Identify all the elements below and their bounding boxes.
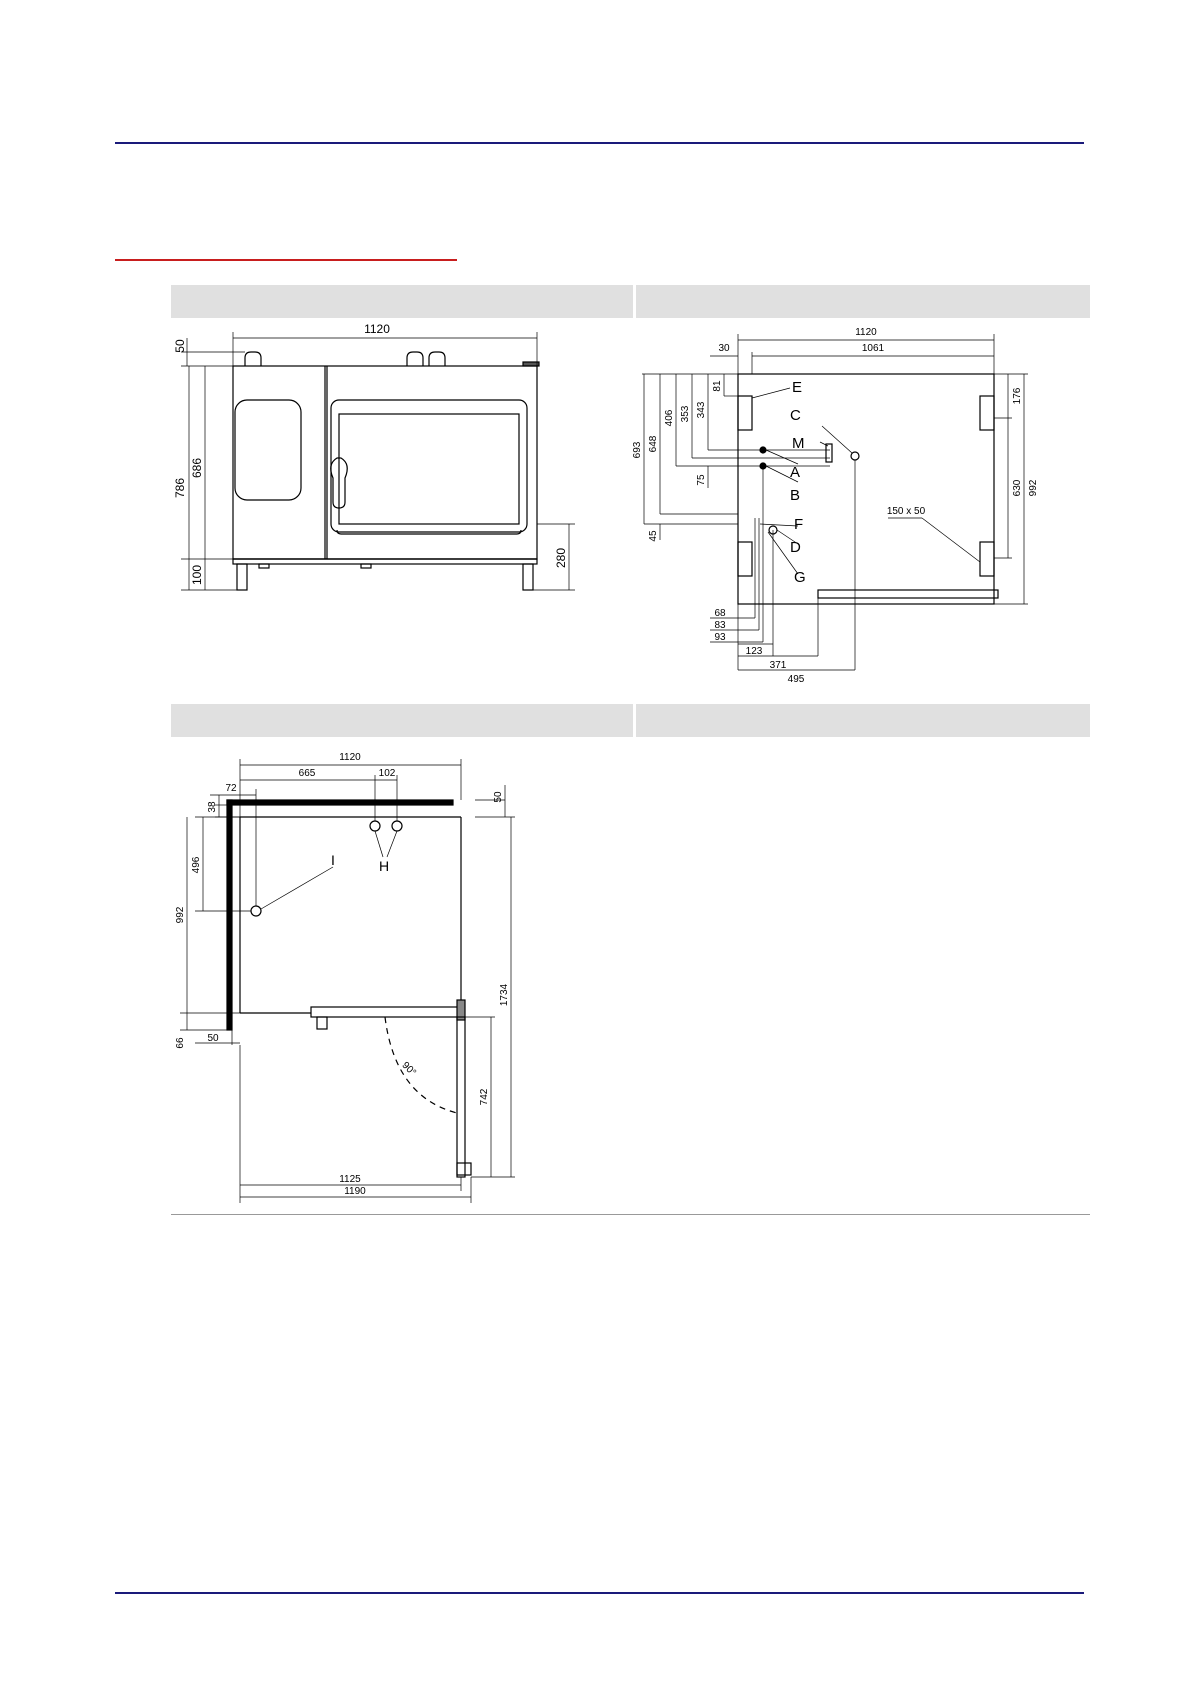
side-665-dim: 665: [298, 768, 316, 779]
top-view-drawing: [630, 318, 1050, 703]
footer-rule: [115, 1592, 1084, 1594]
top-353-dim: 353: [680, 405, 691, 423]
top-123-dim: 123: [745, 646, 763, 657]
top-693-dim: 693: [632, 441, 643, 459]
top-343-dim: 343: [696, 401, 707, 419]
front-leg-height-dim: 100: [190, 564, 204, 586]
side-102-dim: 102: [378, 768, 396, 779]
side-angle-dim: 90°: [399, 1059, 419, 1079]
label-a: A: [790, 464, 801, 481]
label-h: H: [379, 858, 390, 874]
top-992-dim: 992: [1028, 479, 1039, 497]
label-m: M: [792, 435, 805, 452]
top-75-dim: 75: [696, 474, 707, 486]
label-e: E: [792, 379, 803, 396]
side-66-dim: 66: [175, 1037, 186, 1049]
front-door-height-dim: 280: [554, 547, 568, 569]
top-406-dim: 406: [664, 409, 675, 427]
table-bottom-rule: [171, 1214, 1090, 1215]
side-496-dim: 496: [191, 856, 202, 874]
label-g: G: [794, 569, 806, 586]
side-50-bottom-dim: 50: [207, 1033, 219, 1044]
label-d: D: [790, 539, 801, 556]
top-371-dim: 371: [769, 660, 787, 671]
top-648-dim: 648: [648, 435, 659, 453]
side-width-dim: 1120: [339, 752, 361, 763]
side-50-top-dim: 50: [493, 791, 504, 803]
side-742-dim: 742: [479, 1088, 490, 1106]
table-header-row-2: [171, 704, 1090, 737]
top-83-dim: 83: [714, 620, 726, 631]
label-i: I: [331, 852, 335, 868]
top-81-dim: 81: [712, 380, 723, 392]
top-630-dim: 630: [1012, 479, 1023, 497]
side-1190-dim: 1190: [344, 1186, 366, 1197]
top-width-dim: 1120: [855, 327, 877, 338]
side-992-dim: 992: [175, 906, 186, 924]
top-45-dim: 45: [648, 530, 659, 542]
header-rule: [115, 142, 1084, 144]
side-72-dim: 72: [225, 783, 237, 794]
front-overall-height-dim: 786: [173, 477, 187, 499]
label-c: C: [790, 407, 801, 424]
top-495-dim: 495: [787, 674, 805, 685]
label-b: B: [790, 487, 801, 504]
front-view-drawing: [171, 318, 591, 608]
top-foot-size-dim: 150 x 50: [886, 506, 926, 517]
top-68-dim: 68: [714, 608, 726, 619]
top-176-dim: 176: [1012, 387, 1023, 405]
table-header-row-1: [171, 285, 1090, 318]
top-offset-30-dim: 30: [718, 343, 730, 354]
side-1125-dim: 1125: [339, 1174, 361, 1185]
side-view-drawing: [175, 745, 545, 1215]
top-93-dim: 93: [714, 632, 726, 643]
front-body-height-dim: 686: [190, 457, 204, 479]
side-1734-dim: 1734: [499, 983, 510, 1007]
side-38-dim: 38: [207, 801, 218, 813]
top-inner-width-dim: 1061: [861, 343, 885, 354]
front-width-dim: 1120: [364, 322, 390, 336]
section-heading-underline: [115, 259, 457, 261]
front-top-gap-dim: 50: [173, 339, 187, 353]
label-f: F: [794, 516, 804, 533]
